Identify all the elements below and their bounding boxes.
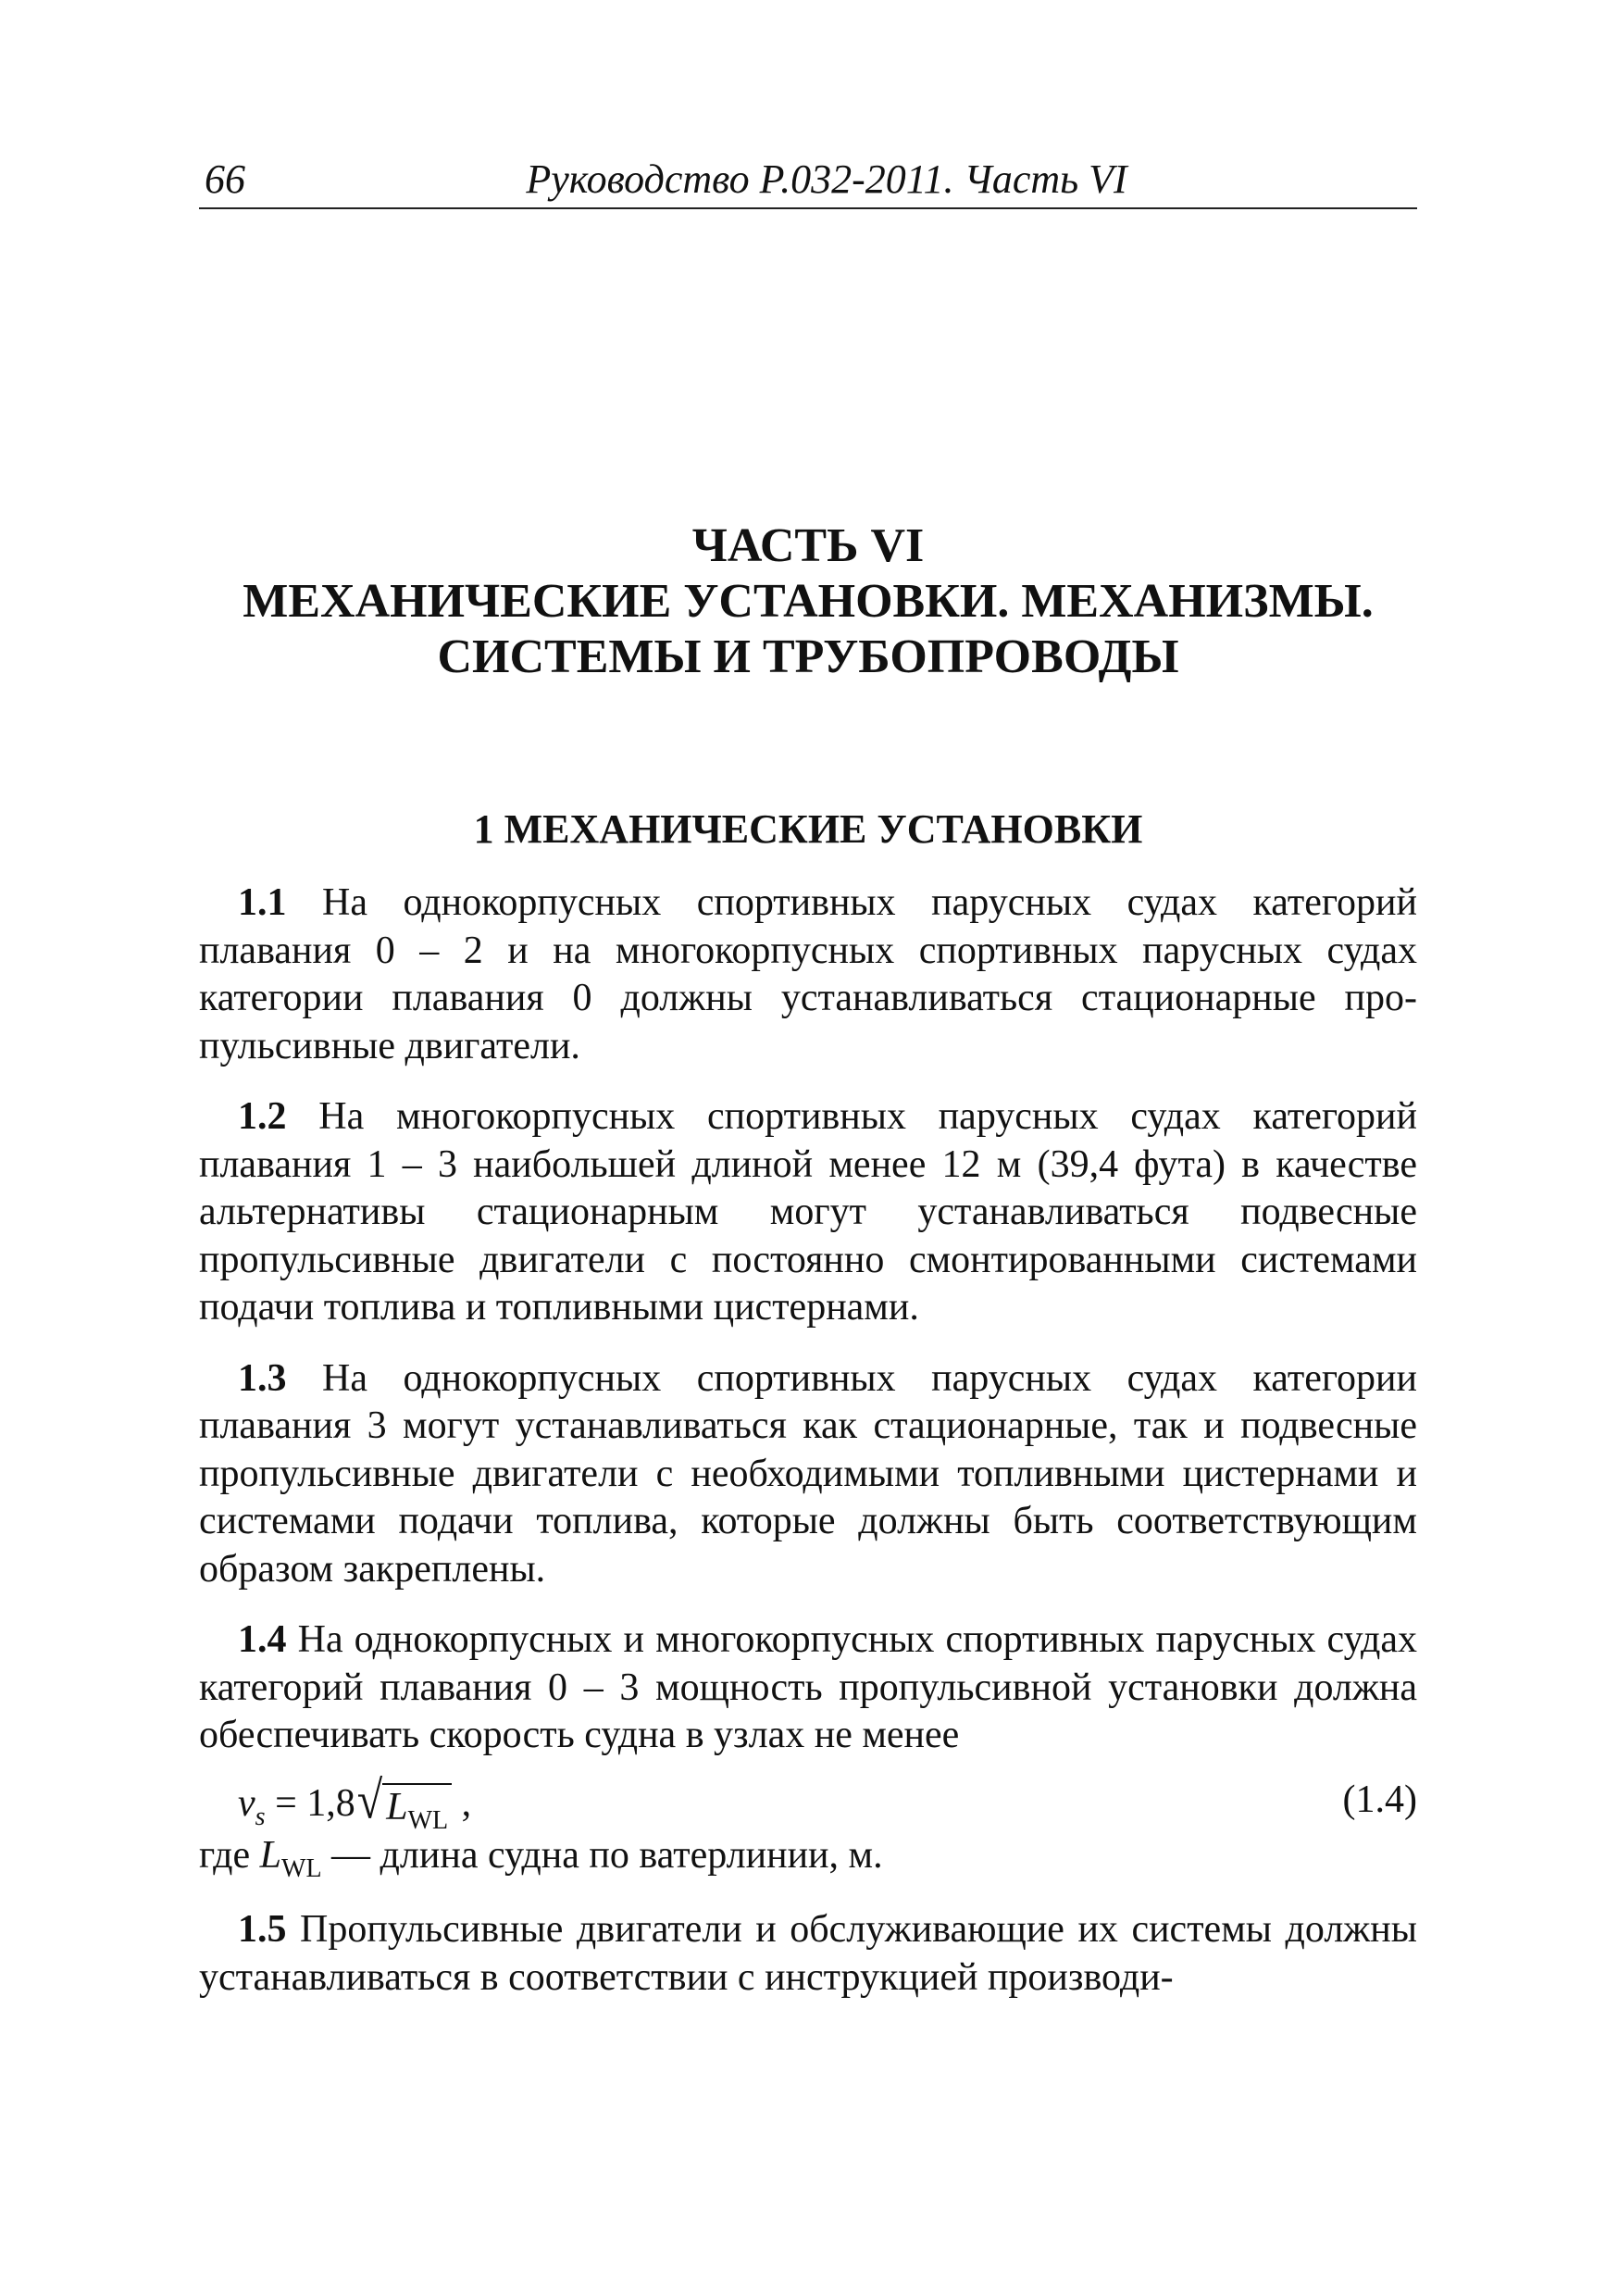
formula-sqrt-var: L xyxy=(386,1785,408,1828)
formula-lhs-sub: s xyxy=(255,1802,266,1831)
paragraph-text: На многокорпусных спортивных парусных судах категорий плавания 1 – 3 наибольшей длиной менее 12 м (39,4 фута) в качестве альтернативы стационарным могут устанавливаться подвесные пропульсивные двигатели с постоянно смонтированными системами подачи топлива и топливными цистернами. xyxy=(199,1095,1417,1329)
running-title: Руководство Р.032-2011. Часть VI xyxy=(526,156,1127,202)
where-var: L xyxy=(259,1833,282,1877)
paragraph-number: 1.5 xyxy=(238,1908,287,1951)
part-title xyxy=(199,518,1417,685)
formula-expression xyxy=(238,1767,471,1841)
document-body xyxy=(199,880,1417,2002)
paragraph-1-1 xyxy=(199,880,1417,1070)
paragraph-text: На однокорпусных спортивных парусных судах категорий плавания 0 – 2 и на многокорпусных спортивных парусных судах категории плавания 0 должны устанавливаться стационарные пропульсивные двигатели. xyxy=(199,881,1417,1067)
formula-1-4 xyxy=(199,1767,1417,1835)
section-heading: 1 МЕХАНИЧЕСКИЕ УСТАНОВКИ xyxy=(473,806,1143,852)
formula-lhs-var: v xyxy=(238,1781,255,1825)
formula-trailing: , xyxy=(452,1781,472,1825)
part-title-line-2: МЕХАНИЧЕСКИЕ УСТАНОВКИ. МЕХАНИЗМЫ. xyxy=(243,575,1374,628)
paragraph-number: 1.1 xyxy=(238,881,287,924)
paragraph-1-3 xyxy=(199,1355,1417,1594)
part-title-line-1: ЧАСТЬ VI xyxy=(691,519,925,572)
paragraph-number: 1.3 xyxy=(238,1356,287,1400)
paragraph-text: На однокорпусных и многокорпусных спортивных парусных судах категорий плавания 0 – 3 мощность пропульсивной установки должна обеспечивать скорость судна в узлах не менее xyxy=(199,1618,1417,1756)
paragraph-1-4 xyxy=(199,1616,1417,1760)
page-number: 66 xyxy=(205,156,245,202)
where-prefix: где xyxy=(199,1833,260,1877)
paragraph-text: На однокорпусных спортивных парусных судах категории плавания 3 могут устанавливаться как стационарные, так и подвесные пропульсивные двигатели с необходимыми топливными цистернами и системами подачи топлива, которые должны быть соответствующим образом закреплены. xyxy=(199,1356,1417,1591)
formula-sqrt-sub: WL xyxy=(407,1805,449,1835)
page-header xyxy=(199,156,1417,209)
paragraph-number: 1.2 xyxy=(238,1095,287,1138)
where-text: — длина судна по ватерлинии, м. xyxy=(321,1833,883,1877)
formula-radicand xyxy=(382,1783,452,1834)
paragraph-1-5 xyxy=(199,1906,1417,2002)
where-sub: WL xyxy=(281,1853,322,1883)
formula-coefficient: = 1,8 xyxy=(265,1781,355,1825)
paragraph-text: Пропульсивные двигатели и обслуживающие их системы должны устанавливаться в соответствии с инструкцией производи- xyxy=(199,1908,1417,1999)
part-title-line-3: СИСТЕМЫ И ТРУБОПРОВОДЫ xyxy=(437,630,1179,683)
paragraph-number: 1.4 xyxy=(238,1618,287,1661)
formula-number: (1.4) xyxy=(1342,1778,1417,1821)
square-root-icon: √ xyxy=(356,1769,383,1829)
paragraph-1-2 xyxy=(199,1093,1417,1332)
